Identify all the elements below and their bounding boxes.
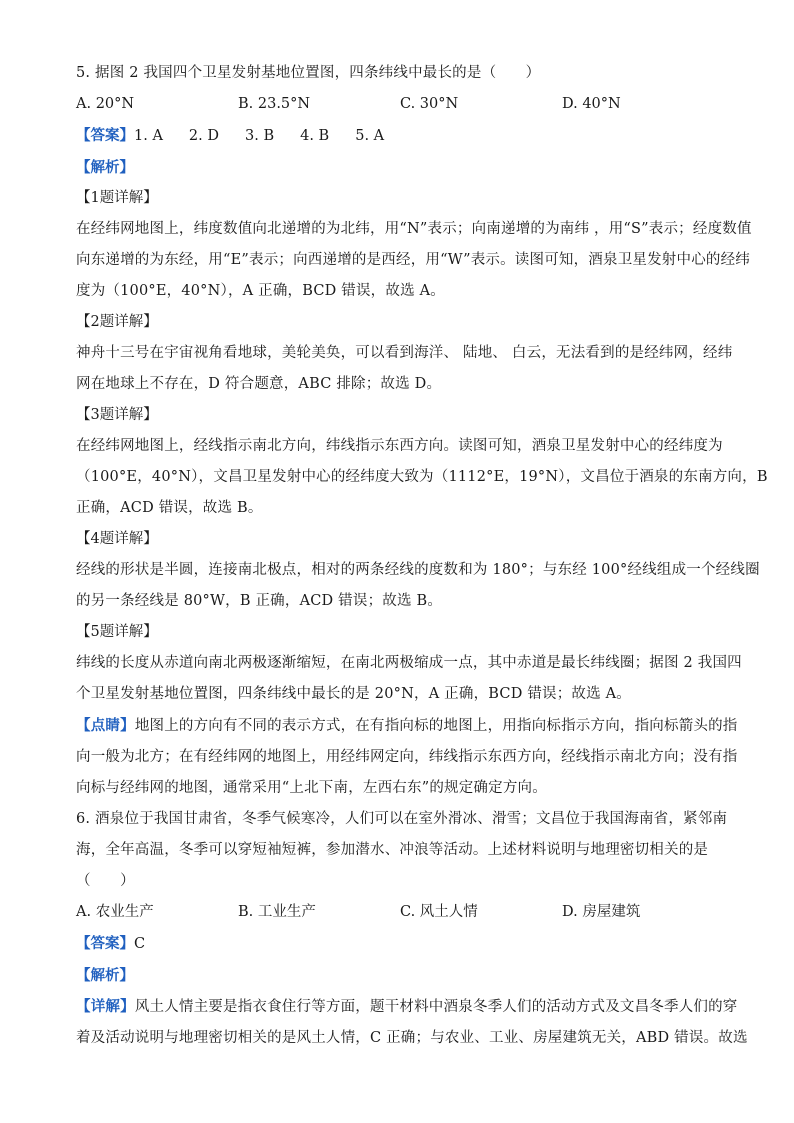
question-6-stem: （ ） bbox=[76, 873, 135, 889]
detail-line: 着及活动说明与地理密切相关的是风土人情，C 正确；与农业、工业、房屋建筑无关，ABD 错误。故选 bbox=[76, 1030, 748, 1046]
option-b: B. 23.5°N bbox=[238, 96, 311, 112]
analysis-heading: 【解析】 bbox=[76, 159, 134, 176]
answer-value: C bbox=[134, 936, 146, 952]
document-page bbox=[76, 58, 768, 1054]
section-line: 度为（100°E，40°N），A 正确，BCD 错误，故选 A。 bbox=[76, 283, 445, 299]
question-5-options bbox=[76, 89, 716, 120]
answer-item: 3. B bbox=[245, 128, 275, 144]
option-c: C. 30°N bbox=[400, 96, 459, 112]
q6-answer-row bbox=[76, 928, 716, 960]
option-c: C. 风土人情 bbox=[400, 904, 478, 920]
question-6-stem: 海，全年高温，冬季可以穿短袖短裤，参加潜水、冲浪等活动。上述材料说明与地理密切相关的是 bbox=[76, 842, 709, 858]
answer-row bbox=[76, 120, 716, 152]
question-5-stem: 5. 据图 2 我国四个卫星发射基地位置图，四条纬线中最长的是（ ） bbox=[76, 65, 541, 81]
option-a: A. 20°N bbox=[76, 96, 135, 112]
tip-line: 向一般为北方；在有经纬网的地图上，用经纬网定向，纬线指示东西方向，经线指示南北方向；没有指 bbox=[76, 749, 738, 765]
answer-label: 【答案】 bbox=[76, 935, 134, 952]
question-6-stem: 6. 酒泉位于我国甘肃省，冬季气候寒冷，人们可以在室外滑冰、滑雪；文昌位于我国海南省，紧邻南 bbox=[76, 811, 728, 827]
section-line: 正确，ACD 错误，故选 B。 bbox=[76, 500, 263, 516]
section-line: 在经纬网地图上，经线指示南北方向，纬线指示东西方向。读图可知，酒泉卫星发射中心的经纬度为 bbox=[76, 438, 723, 454]
answer-item: 4. B bbox=[300, 128, 330, 144]
section-line: 网在地球上不存在，D 符合题意，ABC 排除；故选 D。 bbox=[76, 376, 442, 392]
detail-line bbox=[76, 991, 738, 1023]
section-title: 【1题详解】 bbox=[76, 190, 158, 206]
section-line: 向东递增的为东经，用“E”表示；向西递增的是西经，用“W”表示。读图可知，酒泉卫星发射中心的经纬 bbox=[76, 252, 751, 268]
section-line: （100°E，40°N），文昌卫星发射中心的经纬度大致为（1112°E，19°N），文昌位于酒泉的东南方向，B bbox=[76, 469, 768, 485]
option-b: B. 工业生产 bbox=[238, 904, 316, 920]
detail-text: 风土人情主要是指衣食住行等方面，题干材料中酒泉冬季人们的活动方式及文昌冬季人们的穿 bbox=[134, 999, 738, 1015]
answer-label: 【答案】 bbox=[76, 127, 134, 144]
section-line: 经线的形状是半圆，连接南北极点，相对的两条经线的度数和为 180°；与东经 100°经线组成一个经线圈 bbox=[76, 562, 760, 578]
tip-text: 地图上的方向有不同的表示方式，在有指向标的地图上，用指向标指示方向，指向标箭头的指 bbox=[134, 718, 738, 734]
section-title: 【2题详解】 bbox=[76, 314, 158, 330]
option-d: D. 房屋建筑 bbox=[562, 904, 641, 920]
question-6-options bbox=[76, 897, 716, 928]
section-line: 神舟十三号在宇宙视角看地球，美轮美奂，可以看到海洋、 陆地、 白云，无法看到的是经纬网，经纬 bbox=[76, 345, 733, 361]
section-line: 在经纬网地图上，纬度数值向北递增的为北纬，用“N”表示；向南递增的为南纬 ，用“S”表示；经度数值 bbox=[76, 221, 752, 237]
section-line: 个卫星发射基地位置图，四条纬线中最长的是 20°N，A 正确，BCD 错误；故选 A。 bbox=[76, 686, 632, 702]
tip-label: 【点睛】 bbox=[76, 717, 135, 734]
detail-label: 【详解】 bbox=[76, 998, 135, 1015]
option-a: A. 农业生产 bbox=[76, 904, 154, 920]
section-line: 的另一条经线是 80°W，B 正确，ACD 错误；故选 B。 bbox=[76, 593, 443, 609]
q6-analysis-heading: 【解析】 bbox=[76, 967, 134, 984]
tip-line: 向标与经纬网的地图，通常采用“上北下南，左西右东”的规定确定方向。 bbox=[76, 780, 547, 796]
answer-item: 2. D bbox=[188, 128, 219, 144]
option-d: D. 40°N bbox=[562, 96, 621, 112]
answer-item: 1. A bbox=[134, 128, 163, 144]
answer-item: 5. A bbox=[355, 128, 385, 144]
section-line: 纬线的长度从赤道向南北两极逐渐缩短，在南北两极缩成一点，其中赤道是最长纬线圈；据图 2 我国四 bbox=[76, 655, 742, 671]
section-title: 【5题详解】 bbox=[76, 624, 158, 640]
section-title: 【3题详解】 bbox=[76, 407, 158, 423]
section-title: 【4题详解】 bbox=[76, 531, 158, 547]
tip-line bbox=[76, 710, 738, 742]
